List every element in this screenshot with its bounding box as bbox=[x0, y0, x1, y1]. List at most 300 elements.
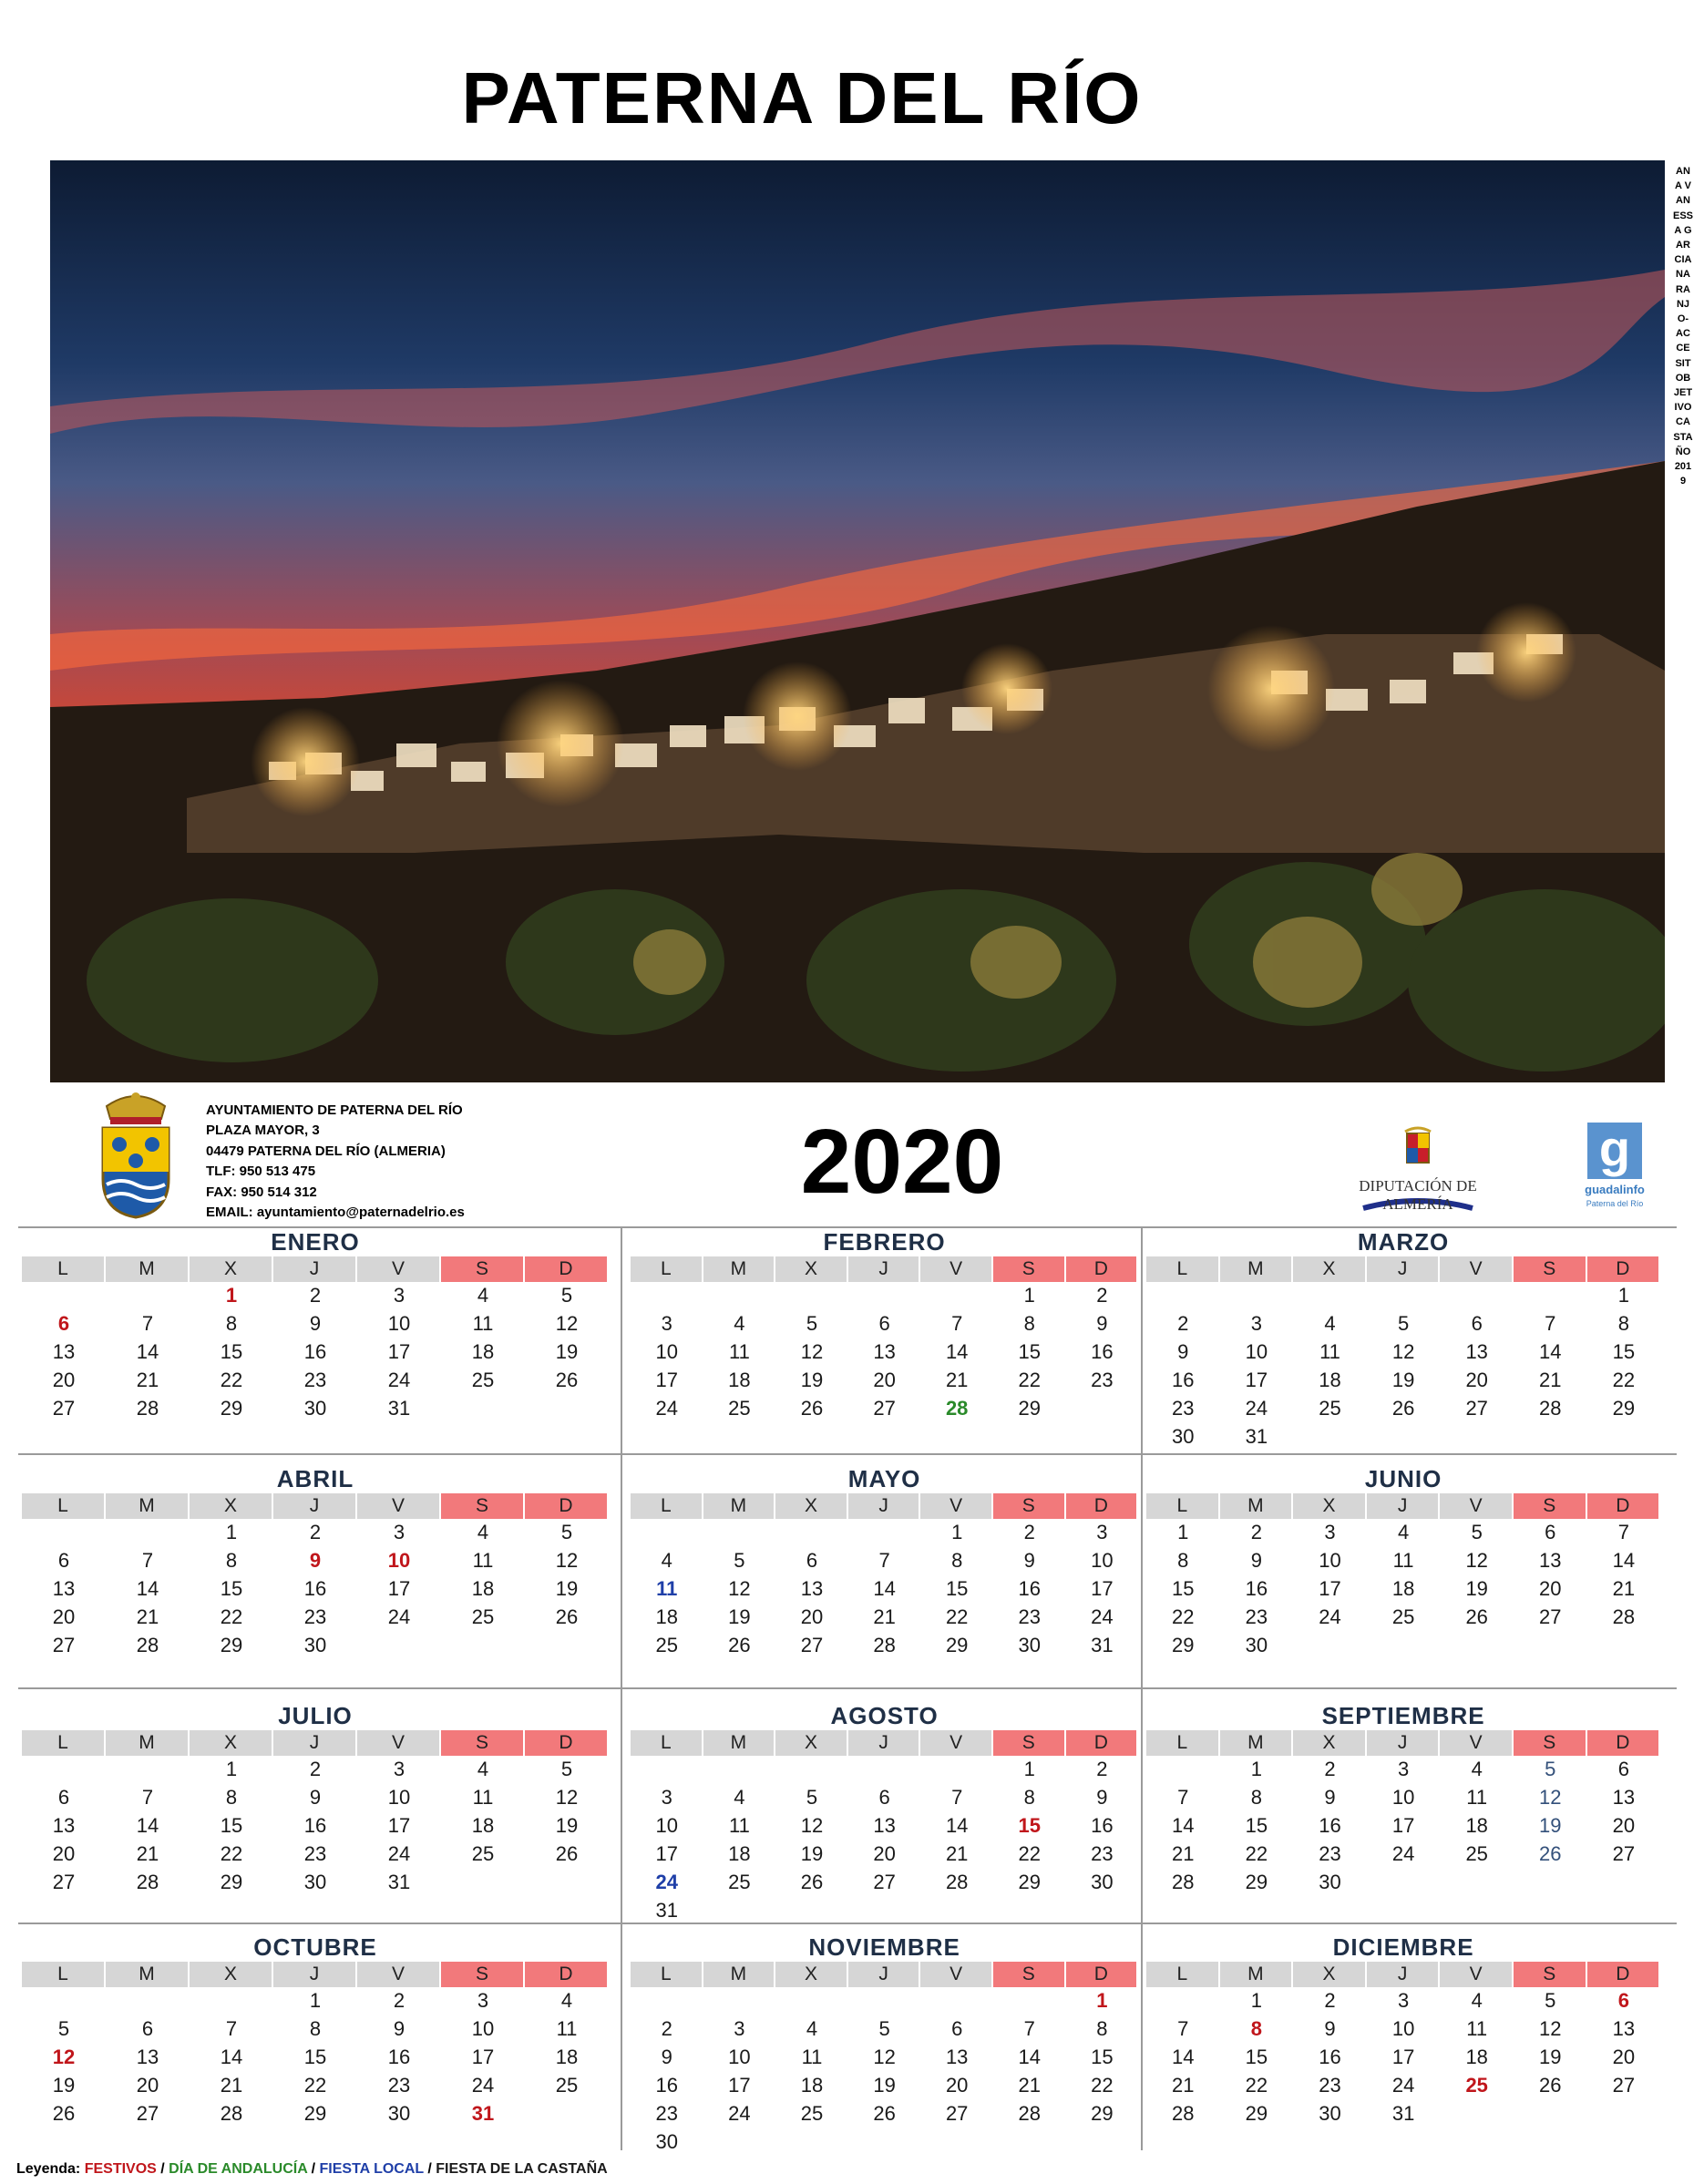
day-cell: 5 bbox=[806, 1312, 818, 1335]
day-cell: 27 bbox=[1612, 1842, 1636, 1865]
weekday-label: M bbox=[703, 1493, 775, 1519]
day-cell: 15 bbox=[945, 1577, 969, 1600]
day-cell: 31 bbox=[387, 1397, 411, 1420]
day-cell: 29 bbox=[945, 1634, 969, 1656]
weekday-label: J bbox=[848, 1256, 919, 1282]
day-cell: 21 bbox=[220, 2074, 243, 2097]
day-cell: 2 bbox=[393, 1989, 405, 2012]
day-cell: 9 bbox=[309, 1312, 322, 1335]
day-cell: 8 bbox=[1250, 1786, 1263, 1809]
day-cell: 27 bbox=[1539, 1605, 1562, 1628]
day-cell-festivo: 9 bbox=[309, 1549, 322, 1572]
day-cell: 8 bbox=[225, 1312, 238, 1335]
day-cell: 25 bbox=[1465, 1842, 1488, 1865]
legend-separator: / bbox=[156, 2161, 169, 2177]
day-cell: 19 bbox=[1539, 2046, 1562, 2068]
weekday-header bbox=[1146, 1962, 1658, 1987]
day-cell: 14 bbox=[136, 1577, 159, 1600]
day-cell: 27 bbox=[136, 2102, 159, 2125]
weekday-label: J bbox=[848, 1730, 919, 1756]
weekday-header bbox=[631, 1962, 1136, 1987]
day-cell: 21 bbox=[1172, 2074, 1195, 2097]
weekday-label: D bbox=[1587, 1493, 1659, 1519]
day-cell: 2 bbox=[309, 1521, 322, 1543]
weekday-label: D bbox=[525, 1256, 607, 1282]
day-cell: 5 bbox=[734, 1549, 745, 1572]
legend-fiesta-castana: FIESTA DE LA CASTAÑA bbox=[436, 2161, 608, 2177]
day-cell: 28 bbox=[1172, 2102, 1195, 2125]
day-cell: 7 bbox=[951, 1312, 963, 1335]
weekday-label: X bbox=[775, 1730, 847, 1756]
day-cell: 28 bbox=[220, 2102, 243, 2125]
weekday-label: V bbox=[357, 1962, 439, 1987]
day-cell: 12 bbox=[1465, 1549, 1488, 1572]
day-cell: 1 bbox=[1617, 1284, 1630, 1307]
weekday-label: M bbox=[106, 1730, 188, 1756]
weekday-label: S bbox=[1514, 1730, 1586, 1756]
guadalinfo-g-icon: g bbox=[1587, 1123, 1642, 1179]
day-cell: 30 bbox=[1091, 1871, 1114, 1893]
day-cell: 26 bbox=[1465, 1605, 1488, 1628]
weekday-label: V bbox=[1440, 1493, 1512, 1519]
weekday-label: S bbox=[993, 1493, 1064, 1519]
day-cell: 9 bbox=[1096, 1786, 1108, 1809]
weekday-header bbox=[22, 1730, 607, 1756]
month-mayo bbox=[631, 1465, 1138, 1693]
day-cell: 17 bbox=[655, 1842, 679, 1865]
day-cell: 31 bbox=[1091, 1634, 1114, 1656]
day-cell: 26 bbox=[1539, 2074, 1562, 2097]
day-cell: 2 bbox=[661, 2017, 672, 2040]
weekday-label: V bbox=[1440, 1962, 1512, 1987]
day-cell: 14 bbox=[1018, 2046, 1042, 2068]
day-cell: 23 bbox=[655, 2102, 679, 2125]
weekday-label: J bbox=[1367, 1730, 1439, 1756]
weekday-label: X bbox=[190, 1730, 272, 1756]
day-cell: 23 bbox=[303, 1605, 327, 1628]
guadalinfo-label: guadalinfo bbox=[1585, 1183, 1645, 1196]
day-cell: 11 bbox=[1392, 1549, 1414, 1572]
day-cell: 17 bbox=[1391, 2046, 1415, 2068]
day-cell: 2 bbox=[1177, 1312, 1189, 1335]
day-cell-castana: 5 bbox=[1545, 1758, 1556, 1780]
day-cell: 4 bbox=[477, 1284, 489, 1307]
weekday-label: J bbox=[1367, 1256, 1439, 1282]
day-cell: 10 bbox=[728, 2046, 751, 2068]
day-cell: 14 bbox=[945, 1340, 969, 1363]
weekday-label: S bbox=[993, 1962, 1064, 1987]
diputacion-logo bbox=[1327, 1124, 1509, 1215]
day-cell: 16 bbox=[1319, 1814, 1341, 1837]
weekday-label: L bbox=[631, 1730, 702, 1756]
day-cell: 5 bbox=[560, 1758, 573, 1780]
day-cell: 22 bbox=[220, 1369, 243, 1391]
day-cell: 14 bbox=[136, 1814, 159, 1837]
day-cell: 9 bbox=[309, 1786, 322, 1809]
day-cell: 24 bbox=[387, 1842, 411, 1865]
day-cell: 24 bbox=[471, 2074, 495, 2097]
day-cell: 9 bbox=[1177, 1340, 1189, 1363]
day-cell: 20 bbox=[1612, 2046, 1636, 2068]
day-cell: 24 bbox=[1091, 1605, 1114, 1628]
day-cell: 8 bbox=[1023, 1786, 1035, 1809]
weekday-label: J bbox=[273, 1962, 355, 1987]
day-cell: 9 bbox=[1324, 1786, 1336, 1809]
day-cell: 26 bbox=[1391, 1397, 1415, 1420]
weekday-label: D bbox=[1587, 1962, 1659, 1987]
day-cell: 24 bbox=[1391, 1842, 1415, 1865]
day-cell: 24 bbox=[728, 2102, 751, 2125]
day-cell: 23 bbox=[1245, 1605, 1268, 1628]
day-cell: 22 bbox=[220, 1605, 243, 1628]
day-cell: 28 bbox=[1172, 1871, 1195, 1893]
day-cell: 8 bbox=[951, 1549, 963, 1572]
day-cell: 5 bbox=[878, 2017, 890, 2040]
month-name: DICIEMBRE bbox=[1332, 1933, 1474, 1961]
day-cell: 25 bbox=[555, 2074, 579, 2097]
day-cell-festivo: 10 bbox=[387, 1549, 411, 1572]
day-cell: 22 bbox=[1091, 2074, 1114, 2097]
day-cell: 21 bbox=[1539, 1369, 1562, 1391]
month-abril bbox=[22, 1465, 609, 1693]
day-cell: 10 bbox=[1391, 2017, 1415, 2040]
day-cell: 30 bbox=[303, 1397, 327, 1420]
weekday-label: V bbox=[357, 1493, 439, 1519]
day-cell: 30 bbox=[655, 2130, 679, 2153]
day-cell: 19 bbox=[555, 1340, 579, 1363]
day-cell: 25 bbox=[800, 2102, 824, 2125]
day-cell: 12 bbox=[555, 1312, 579, 1335]
guadalinfo-logo bbox=[1573, 1120, 1653, 1214]
day-cell: 6 bbox=[57, 1549, 70, 1572]
day-cell: 4 bbox=[560, 1989, 573, 2012]
day-cell: 23 bbox=[303, 1842, 327, 1865]
day-cell: 9 bbox=[661, 2046, 672, 2068]
day-cell: 4 bbox=[661, 1549, 672, 1572]
day-cell: 18 bbox=[1465, 1814, 1488, 1837]
day-cell: 16 bbox=[1245, 1577, 1268, 1600]
weekday-label: V bbox=[357, 1256, 439, 1282]
column-divider bbox=[621, 1226, 622, 2150]
day-cell: 10 bbox=[1245, 1340, 1268, 1363]
day-cell: 13 bbox=[873, 1814, 896, 1837]
day-cell: 16 bbox=[1091, 1340, 1114, 1363]
legend-separator: / bbox=[307, 2161, 320, 2177]
day-cell: 27 bbox=[800, 1634, 824, 1656]
weekday-label: J bbox=[848, 1962, 919, 1987]
address-line: PLAZA MAYOR, 3 bbox=[206, 1123, 320, 1139]
weekday-label: X bbox=[1293, 1730, 1365, 1756]
weekday-label: M bbox=[1220, 1256, 1292, 1282]
day-cell: 2 bbox=[1023, 1521, 1035, 1543]
day-cell-local: 11 bbox=[656, 1577, 678, 1600]
day-cell: 1 bbox=[1177, 1521, 1189, 1543]
day-cell: 7 bbox=[1177, 2017, 1189, 2040]
day-cell: 9 bbox=[1324, 2017, 1336, 2040]
day-cell-castana: 19 bbox=[1539, 1814, 1562, 1837]
day-cell-festivo: 25 bbox=[1465, 2074, 1488, 2097]
weekday-label: J bbox=[273, 1493, 355, 1519]
day-cell: 21 bbox=[945, 1369, 969, 1391]
day-cell-festivo: 15 bbox=[1018, 1814, 1042, 1837]
day-cell: 29 bbox=[220, 1397, 243, 1420]
day-cell: 19 bbox=[555, 1577, 579, 1600]
day-cell: 11 bbox=[1466, 2017, 1488, 2040]
day-cell: 7 bbox=[1177, 1786, 1189, 1809]
day-cell: 23 bbox=[1319, 1842, 1341, 1865]
weekday-label: S bbox=[1514, 1256, 1586, 1282]
day-cell: 2 bbox=[1096, 1284, 1108, 1307]
day-cell: 15 bbox=[1245, 1814, 1268, 1837]
weekday-label: S bbox=[993, 1730, 1064, 1756]
day-cell: 18 bbox=[1391, 1577, 1415, 1600]
weekday-label: S bbox=[1514, 1493, 1586, 1519]
day-cell: 25 bbox=[1319, 1397, 1341, 1420]
municipal-crest-icon bbox=[94, 1084, 178, 1221]
weekday-label: D bbox=[525, 1730, 607, 1756]
day-cell: 12 bbox=[555, 1786, 579, 1809]
day-cell: 18 bbox=[555, 2046, 579, 2068]
month-name: MARZO bbox=[1357, 1228, 1450, 1256]
weekday-label: X bbox=[775, 1256, 847, 1282]
day-cell: 22 bbox=[303, 2074, 327, 2097]
weekday-label: J bbox=[848, 1493, 919, 1519]
weekday-header bbox=[1146, 1256, 1658, 1282]
day-cell: 6 bbox=[1471, 1312, 1483, 1335]
day-cell: 13 bbox=[52, 1814, 76, 1837]
weekday-label: L bbox=[631, 1962, 702, 1987]
day-cell: 11 bbox=[1319, 1340, 1340, 1363]
day-cell: 17 bbox=[1245, 1369, 1268, 1391]
guadalinfo-sublabel: Paterna del Río bbox=[1586, 1199, 1644, 1208]
day-cell: 4 bbox=[477, 1521, 489, 1543]
day-cell: 14 bbox=[1172, 1814, 1195, 1837]
day-cell: 12 bbox=[800, 1814, 824, 1837]
day-cell: 11 bbox=[472, 1312, 494, 1335]
day-cell: 25 bbox=[471, 1605, 495, 1628]
day-cell: 3 bbox=[1397, 1989, 1410, 2012]
day-cell: 29 bbox=[303, 2102, 327, 2125]
day-cell: 13 bbox=[52, 1340, 76, 1363]
day-cell: 23 bbox=[387, 2074, 411, 2097]
day-cell: 11 bbox=[472, 1786, 494, 1809]
day-cell: 20 bbox=[1465, 1369, 1488, 1391]
month-name: ENERO bbox=[271, 1228, 360, 1256]
day-cell: 19 bbox=[800, 1842, 824, 1865]
day-cell: 21 bbox=[1018, 2074, 1042, 2097]
day-cell: 1 bbox=[1023, 1284, 1035, 1307]
day-cell: 27 bbox=[945, 2102, 969, 2125]
month-name: MAYO bbox=[847, 1465, 921, 1492]
day-cell: 18 bbox=[655, 1605, 679, 1628]
column-divider bbox=[1141, 1226, 1143, 2150]
day-cell: 28 bbox=[1018, 2102, 1042, 2125]
day-cell: 2 bbox=[1324, 1989, 1336, 2012]
weekday-label: S bbox=[441, 1493, 523, 1519]
weekday-label: X bbox=[190, 1493, 272, 1519]
day-cell: 26 bbox=[52, 2102, 76, 2125]
weekday-label: X bbox=[775, 1962, 847, 1987]
day-cell: 14 bbox=[873, 1577, 896, 1600]
day-cell: 15 bbox=[220, 1340, 243, 1363]
village-night-photo bbox=[50, 160, 1665, 1082]
day-cell: 30 bbox=[1172, 1425, 1195, 1448]
day-cell: 31 bbox=[655, 1899, 679, 1922]
day-cell: 30 bbox=[1018, 1634, 1042, 1656]
legend bbox=[16, 2161, 608, 2178]
day-cell: 22 bbox=[1018, 1369, 1042, 1391]
day-cell: 20 bbox=[52, 1842, 76, 1865]
day-cell: 23 bbox=[1018, 1605, 1042, 1628]
month-junio bbox=[1146, 1465, 1660, 1693]
day-cell: 22 bbox=[220, 1842, 243, 1865]
weekday-label: V bbox=[920, 1962, 991, 1987]
day-cell: 16 bbox=[303, 1577, 327, 1600]
day-cell: 27 bbox=[52, 1397, 76, 1420]
day-cell: 7 bbox=[141, 1312, 154, 1335]
day-cell: 31 bbox=[1245, 1425, 1268, 1448]
weekday-label: L bbox=[22, 1256, 104, 1282]
weekday-label: D bbox=[1587, 1256, 1659, 1282]
day-cell: 2 bbox=[309, 1284, 322, 1307]
day-cell: 13 bbox=[1465, 1340, 1488, 1363]
day-cell: 6 bbox=[1545, 1521, 1556, 1543]
day-cell: 3 bbox=[734, 2017, 745, 2040]
day-cell-festivo: 12 bbox=[52, 2046, 76, 2068]
day-cell: 15 bbox=[220, 1577, 243, 1600]
weekday-label: D bbox=[1066, 1962, 1137, 1987]
day-cell: 10 bbox=[1319, 1549, 1341, 1572]
day-cell: 3 bbox=[1250, 1312, 1263, 1335]
day-cell: 25 bbox=[471, 1842, 495, 1865]
month-name: OCTUBRE bbox=[253, 1933, 377, 1961]
day-cell: 12 bbox=[1391, 1340, 1415, 1363]
day-cell: 12 bbox=[555, 1549, 579, 1572]
day-cell: 4 bbox=[1324, 1312, 1336, 1335]
day-cell-festivo: 1 bbox=[1096, 1989, 1108, 2012]
day-cell: 23 bbox=[1091, 1369, 1114, 1391]
weekday-label: V bbox=[920, 1730, 991, 1756]
day-cell: 25 bbox=[471, 1369, 495, 1391]
month-enero bbox=[22, 1228, 609, 1456]
weekday-label: L bbox=[1146, 1962, 1218, 1987]
day-cell: 13 bbox=[800, 1577, 824, 1600]
weekday-label: S bbox=[441, 1962, 523, 1987]
day-cell: 10 bbox=[1391, 1786, 1415, 1809]
day-cell: 13 bbox=[52, 1577, 76, 1600]
weekday-label: M bbox=[1220, 1962, 1292, 1987]
day-cell: 18 bbox=[800, 2074, 824, 2097]
day-cell: 16 bbox=[1319, 2046, 1341, 2068]
day-cell: 25 bbox=[655, 1634, 679, 1656]
weekday-label: V bbox=[1440, 1730, 1512, 1756]
weekday-label: V bbox=[920, 1256, 991, 1282]
day-cell: 12 bbox=[1539, 2017, 1562, 2040]
day-cell: 29 bbox=[1245, 1871, 1268, 1893]
day-cell: 1 bbox=[1250, 1758, 1263, 1780]
day-cell: 9 bbox=[1096, 1312, 1108, 1335]
weekday-label: S bbox=[1514, 1962, 1586, 1987]
day-cell: 30 bbox=[303, 1871, 327, 1893]
day-cell: 2 bbox=[309, 1758, 322, 1780]
photo-credit: ANA VANESSA GARCIA NARANJO- ACCESIT OBJETIVO CASTAÑO 2019 bbox=[1673, 166, 1694, 487]
day-cell-festivo: 6 bbox=[1617, 1989, 1630, 2012]
weekday-header bbox=[631, 1493, 1136, 1519]
day-cell: 30 bbox=[303, 1634, 327, 1656]
day-cell: 26 bbox=[555, 1842, 579, 1865]
day-cell: 8 bbox=[309, 2017, 322, 2040]
day-cell: 6 bbox=[1617, 1758, 1630, 1780]
legend-separator: / bbox=[423, 2161, 436, 2177]
day-cell: 25 bbox=[728, 1397, 751, 1420]
day-cell: 15 bbox=[220, 1814, 243, 1837]
month-febrero bbox=[631, 1228, 1138, 1456]
day-cell: 14 bbox=[945, 1814, 969, 1837]
day-cell: 17 bbox=[655, 1369, 679, 1391]
weekday-label: J bbox=[273, 1256, 355, 1282]
day-cell: 5 bbox=[560, 1284, 573, 1307]
day-cell: 22 bbox=[1612, 1369, 1636, 1391]
day-cell: 8 bbox=[1617, 1312, 1630, 1335]
day-cell: 11 bbox=[801, 2046, 823, 2068]
day-cell: 7 bbox=[141, 1786, 154, 1809]
day-cell: 1 bbox=[951, 1521, 963, 1543]
legend-fiesta-local: FIESTA LOCAL bbox=[319, 2161, 424, 2177]
day-cell: 19 bbox=[800, 1369, 824, 1391]
town-hall-address bbox=[206, 1101, 465, 1223]
day-cell: 27 bbox=[873, 1397, 896, 1420]
day-cell: 16 bbox=[1018, 1577, 1042, 1600]
day-cell-andalucia: 28 bbox=[945, 1397, 969, 1420]
legend-prefix: Leyenda: bbox=[16, 2161, 81, 2177]
day-cell: 7 bbox=[141, 1549, 154, 1572]
day-cell: 21 bbox=[136, 1842, 159, 1865]
day-cell: 19 bbox=[1391, 1369, 1415, 1391]
day-cell: 3 bbox=[661, 1786, 672, 1809]
day-cell: 4 bbox=[1471, 1989, 1483, 2012]
day-cell: 21 bbox=[136, 1369, 159, 1391]
day-cell: 11 bbox=[728, 1340, 750, 1363]
day-cell: 24 bbox=[1391, 2074, 1415, 2097]
weekday-label: S bbox=[441, 1256, 523, 1282]
day-cell: 31 bbox=[1391, 2102, 1415, 2125]
day-cell: 7 bbox=[1023, 2017, 1035, 2040]
day-cell: 3 bbox=[1324, 1521, 1336, 1543]
month-noviembre bbox=[631, 1933, 1138, 2161]
day-cell: 15 bbox=[1018, 1340, 1042, 1363]
day-cell: 26 bbox=[555, 1369, 579, 1391]
day-cell: 10 bbox=[471, 2017, 495, 2040]
page-title: PATERNA DEL RÍO bbox=[461, 57, 1143, 138]
day-cell-festivo: 1 bbox=[225, 1284, 238, 1307]
day-cell: 2 bbox=[1250, 1521, 1263, 1543]
month-septiembre bbox=[1146, 1702, 1660, 1930]
day-cell: 22 bbox=[1245, 1842, 1268, 1865]
day-cell: 18 bbox=[1465, 2046, 1488, 2068]
day-cell: 17 bbox=[387, 1577, 411, 1600]
weekday-label: L bbox=[631, 1256, 702, 1282]
day-cell: 16 bbox=[303, 1814, 327, 1837]
day-cell: 25 bbox=[1391, 1605, 1415, 1628]
weekday-label: M bbox=[1220, 1730, 1292, 1756]
day-cell: 6 bbox=[806, 1549, 818, 1572]
day-cell: 14 bbox=[220, 2046, 243, 2068]
day-cell: 16 bbox=[655, 2074, 679, 2097]
day-cell: 26 bbox=[555, 1605, 579, 1628]
weekday-label: J bbox=[1367, 1493, 1439, 1519]
day-cell-local: 24 bbox=[655, 1871, 679, 1893]
day-cell: 28 bbox=[136, 1397, 159, 1420]
